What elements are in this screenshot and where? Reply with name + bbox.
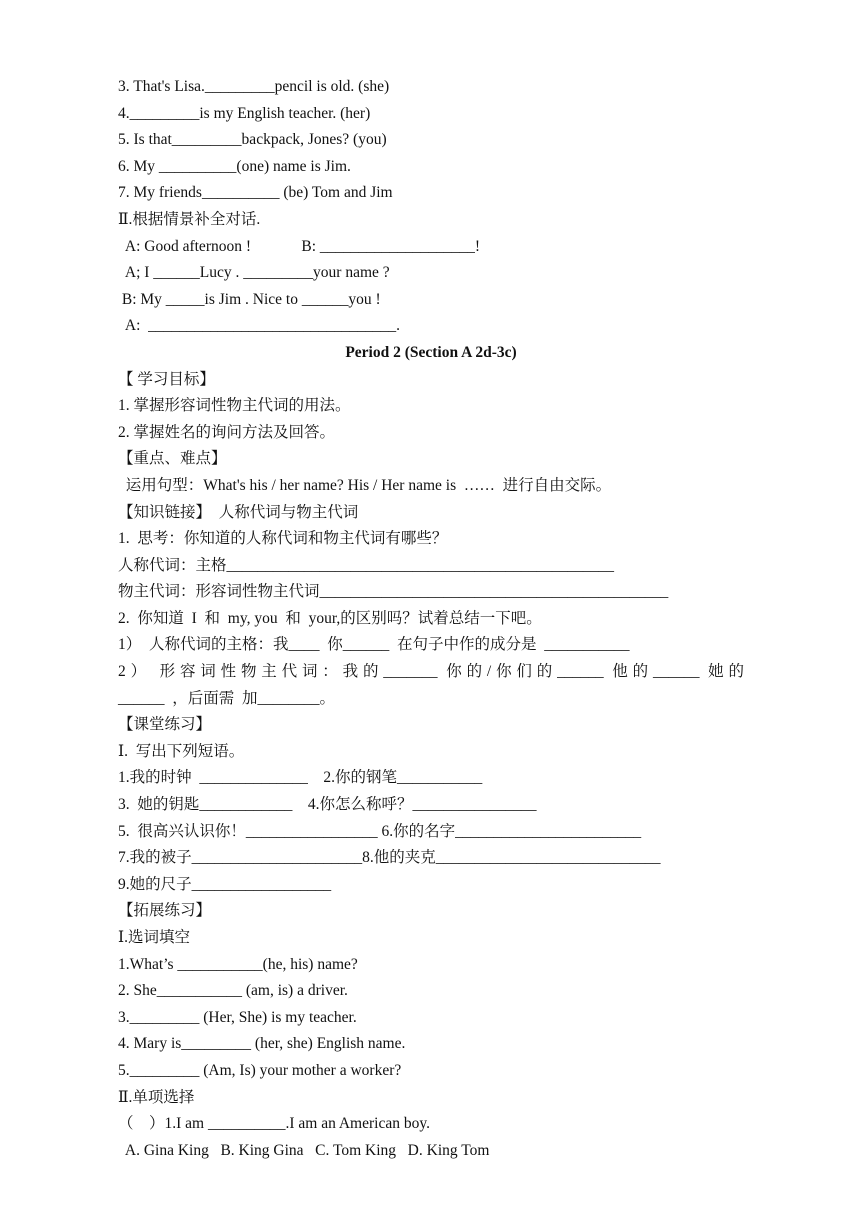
text-line: 5. Is that_________backpack, Jones? (you) <box>118 131 387 149</box>
section-heading: 【知识链接】 人称代词与物主代词 <box>118 503 359 521</box>
section-heading: Ⅰ.选词填空 <box>118 929 190 946</box>
exercise-line: 3. 她的钥匙____________ 4.你怎么称呼？________________ <box>118 796 537 814</box>
text-line: 4._________is my English teacher. (her) <box>118 104 371 122</box>
section-heading: 【课堂练习】 <box>118 716 212 734</box>
section-heading: Ⅰ. 写出下列短语。 <box>118 742 245 760</box>
text-line: 6. My __________(one) name is Jim. <box>118 157 351 175</box>
section-heading: 【重点、难点】 <box>118 450 227 468</box>
text-line: 1） 人称代词的主格：我____ 你______ 在句子中作的成分是 ___________ <box>118 636 630 654</box>
section-heading: 【拓展练习】 <box>118 902 212 920</box>
exercise-line: 4. Mary is_________ (her, she) English name. <box>118 1035 406 1053</box>
text-line: 2. 掌握姓名的询问方法及回答。 <box>118 423 336 441</box>
exercise-line: 5._________ (Am, Is) your mother a worker? <box>118 1061 402 1079</box>
text-line: ______ ，后面需 加________。 <box>118 689 336 707</box>
exercise-line: 2. She___________ (am, is) a driver. <box>118 982 348 1000</box>
section-heading: 【 学习目标】 <box>118 370 215 388</box>
exercise-line: 5. 很高兴认识你！_________________ 6.你的名字________________________ <box>118 822 642 840</box>
exercise-line: 7.我的被子______________________8.他的夹克_____________________________ <box>118 849 661 867</box>
text-line: 7. My friends__________ (be) Tom and Jim <box>118 184 393 202</box>
part1-lines <box>118 74 744 340</box>
exercise-line: 3._________ (Her, She) is my teacher. <box>118 1008 357 1026</box>
exercise-line: 9.她的尺子__________________ <box>118 875 332 893</box>
worksheet-page <box>118 74 744 1164</box>
part3-lines <box>118 686 744 1165</box>
exercise-line: 1.我的时钟 ______________ 2.你的钢笔___________ <box>118 769 483 787</box>
text-line: 2. 你知道 I 和 my, you 和 your,的区别吗？试着总结一下吧。 <box>118 609 542 627</box>
section-heading: Ⅱ.根据情景补全对话. <box>118 210 261 228</box>
text-line: 3. That's Lisa._________pencil is old. (she) <box>118 78 390 95</box>
text-line: 运用句型：What's his / her name? His / Her name is …… 进行自由交际。 <box>118 476 612 494</box>
answer-options: A. Gina King B. King Gina C. Tom King D. King Tom <box>118 1141 490 1159</box>
dialogue-line: A: ________________________________. <box>118 317 401 335</box>
section-heading: Ⅱ.单项选择 <box>118 1088 195 1106</box>
dialogue-line: B: My _____is Jim . Nice to ______you ! <box>118 290 381 308</box>
exercise-line: （ ）1.I am __________.I am an American boy. <box>118 1115 430 1133</box>
dialogue-line: A: Good afternoon ! B: ____________________! <box>118 237 481 255</box>
part2-lines <box>118 367 744 660</box>
text-line: 1. 掌握形容词性物主代词的用法。 <box>118 397 351 415</box>
justified-line: 2） 形容词性物主代词：我的_______ 你的/你们的______ 他的______ 她的 <box>118 663 744 681</box>
text-line: 物主代词：形容词性物主代词_____________________________________________ <box>118 583 669 601</box>
period-title: Period 2 (Section A 2d-3c) <box>345 343 517 361</box>
dialogue-line: A; I ______Lucy . _________your name ? <box>118 264 390 282</box>
text-line: 人称代词：主格__________________________________________________ <box>118 556 615 574</box>
text-line: 1. 思考：你知道的人称代词和物主代词有哪些？ <box>118 530 448 548</box>
exercise-line: 1.What’s ___________(he, his) name? <box>118 955 358 973</box>
